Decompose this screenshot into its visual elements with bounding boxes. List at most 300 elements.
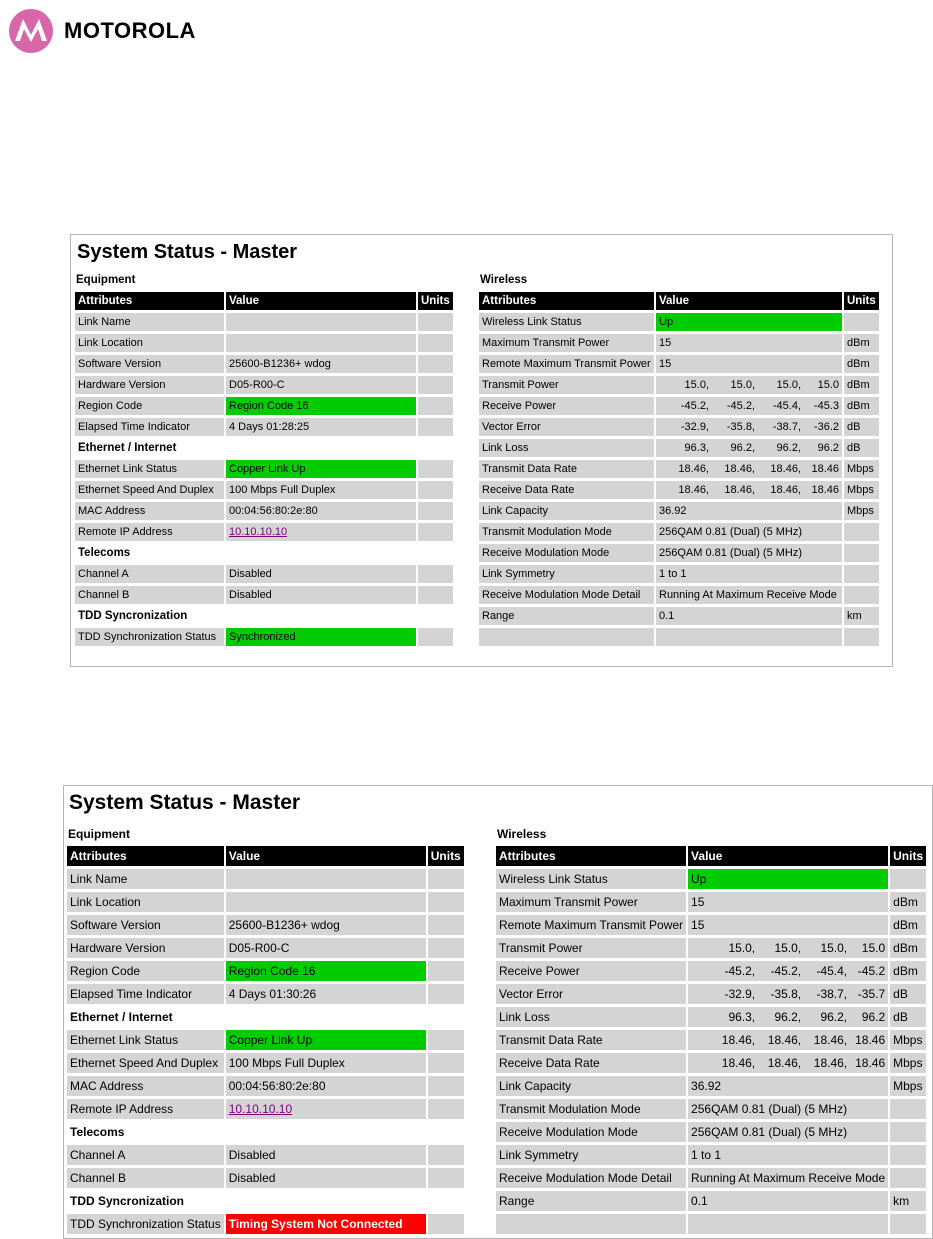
value-cell: [688, 938, 888, 958]
value-quad: [659, 441, 839, 455]
units-cell: [418, 418, 453, 436]
value-part: -45.2,: [726, 400, 755, 412]
table-row: [75, 502, 453, 520]
attribute-cell: Ethernet Speed And Duplex: [75, 481, 224, 499]
table-row: [479, 607, 879, 625]
units-cell: [428, 915, 464, 935]
page-title: System Status - Master: [69, 791, 301, 814]
header-row: [479, 292, 879, 310]
units-cell: Mbps: [890, 1030, 926, 1050]
attribute-cell: Elapsed Time Indicator: [67, 984, 224, 1004]
equipment-section: [73, 271, 468, 649]
attribute-cell: Software Version: [67, 915, 224, 935]
units-cell: dBm: [844, 355, 879, 373]
group-row: [67, 1007, 464, 1027]
value-cell: 256QAM 0.81 (Dual) (5 MHz): [688, 1099, 888, 1119]
attribute-cell: Remote IP Address: [67, 1099, 224, 1119]
table-row: [67, 915, 464, 935]
value-part: 15.0: [817, 379, 839, 391]
attribute-cell: Link Location: [75, 334, 224, 352]
table-row: [479, 355, 879, 373]
value-part: -36.2: [813, 421, 839, 433]
value-cell: 25600-B1236+ wdog: [226, 915, 426, 935]
table-row: [496, 1168, 926, 1188]
table-row: [496, 1214, 926, 1234]
column-header-units: Units: [428, 846, 464, 866]
value-part: -45.2,: [770, 964, 802, 978]
units-cell: [418, 523, 453, 541]
header-row: [67, 846, 464, 866]
attribute-cell: Transmit Power: [496, 938, 686, 958]
units-cell: [844, 586, 879, 604]
value-part: 18.46,: [724, 463, 755, 475]
attribute-cell: MAC Address: [67, 1076, 224, 1096]
table-row: [496, 915, 926, 935]
value-part: 15.0,: [730, 379, 755, 391]
value-quad: [691, 941, 885, 955]
value-part: 15.0,: [820, 941, 848, 955]
value-cell: 15: [656, 355, 842, 373]
attribute-cell: Link Name: [67, 869, 224, 889]
attribute-cell: Receive Data Rate: [496, 1053, 686, 1073]
attribute-cell: Channel A: [75, 565, 224, 583]
value-cell: [226, 892, 426, 912]
value-part: -38.7,: [816, 987, 848, 1001]
units-cell: dBm: [890, 938, 926, 958]
units-cell: [428, 1145, 464, 1165]
units-cell: [890, 1168, 926, 1188]
column-header-attributes: Attributes: [496, 846, 686, 866]
units-cell: Mbps: [844, 502, 879, 520]
units-cell: [428, 1053, 464, 1073]
table-row: [496, 1053, 926, 1073]
units-cell: km: [890, 1191, 926, 1211]
table-row: [75, 565, 453, 583]
value-part: 96.2: [817, 442, 839, 454]
value-cell: [656, 439, 842, 457]
value-part: 18.46,: [813, 1033, 848, 1047]
value-part: 18.46,: [678, 484, 709, 496]
value-part: -45.2,: [680, 400, 709, 412]
attribute-cell: Ethernet Link Status: [75, 460, 224, 478]
units-cell: [890, 1099, 926, 1119]
value-part: 96.3,: [728, 1010, 756, 1024]
value-cell: [688, 1007, 888, 1027]
value-quad: [659, 462, 839, 476]
value-cell: 15: [688, 915, 888, 935]
units-cell: [418, 313, 453, 331]
units-cell: dBm: [890, 892, 926, 912]
value-part: -32.9,: [680, 421, 709, 433]
value-part: 18.46: [855, 1033, 886, 1047]
value-quad: [659, 483, 839, 497]
group-row: [67, 1191, 464, 1211]
value-quad: [691, 987, 885, 1001]
units-cell: [428, 984, 464, 1004]
value-cell: [226, 1099, 426, 1119]
value-cell: Region Code 16: [226, 397, 416, 415]
units-cell: dBm: [844, 376, 879, 394]
value-cell: 0.1: [656, 607, 842, 625]
value-cell: [688, 984, 888, 1004]
attribute-cell: Transmit Modulation Mode: [479, 523, 654, 541]
value-part: 15.0: [861, 941, 886, 955]
group-row: [75, 544, 453, 562]
table-row: [479, 334, 879, 352]
table-row: [67, 892, 464, 912]
value-cell: 100 Mbps Full Duplex: [226, 1053, 426, 1073]
attribute-cell: [496, 1214, 686, 1234]
table-row: [75, 418, 453, 436]
value-cell: Up: [688, 869, 888, 889]
value-cell: 15: [656, 334, 842, 352]
units-cell: [418, 628, 453, 646]
status-panel-1: [70, 234, 893, 667]
units-cell: Mbps: [844, 460, 879, 478]
value-part: 18.46: [855, 1056, 886, 1070]
value-cell: [688, 1214, 888, 1234]
table-row: [67, 961, 464, 981]
table-row: [67, 1053, 464, 1073]
value-cell: 256QAM 0.81 (Dual) (5 MHz): [656, 544, 842, 562]
table-row: [67, 1030, 464, 1050]
motorola-logo: [8, 8, 196, 54]
value-part: -35.7: [857, 987, 886, 1001]
attribute-cell: Remote Maximum Transmit Power: [479, 355, 654, 373]
attribute-cell: Link Loss: [479, 439, 654, 457]
value-part: 18.46,: [767, 1033, 802, 1047]
table-row: [67, 1168, 464, 1188]
table-row: [75, 523, 453, 541]
attribute-cell: TDD Synchronization Status: [67, 1214, 224, 1234]
table-row: [479, 523, 879, 541]
units-cell: [844, 565, 879, 583]
column-header-value: Value: [226, 846, 426, 866]
value-cell: 36.92: [656, 502, 842, 520]
attribute-cell: Maximum Transmit Power: [479, 334, 654, 352]
units-cell: [428, 938, 464, 958]
attribute-cell: Hardware Version: [67, 938, 224, 958]
equipment-section-title: Equipment: [68, 826, 130, 841]
attribute-cell: Receive Modulation Mode Detail: [496, 1168, 686, 1188]
units-cell: [428, 892, 464, 912]
group-title: Telecoms: [67, 1122, 464, 1142]
value-cell: [656, 418, 842, 436]
attribute-cell: Region Code: [75, 397, 224, 415]
units-cell: km: [844, 607, 879, 625]
column-header-units: Units: [844, 292, 879, 310]
value-quad: [691, 1056, 885, 1070]
units-cell: [890, 1122, 926, 1142]
attribute-cell: Vector Error: [479, 418, 654, 436]
value-cell: [688, 1030, 888, 1050]
value-cell: [226, 523, 416, 541]
value-part: 18.46,: [770, 463, 801, 475]
table-row: [75, 628, 453, 646]
table-row: [479, 628, 879, 646]
value-cell: [226, 313, 416, 331]
column-header-units: Units: [418, 292, 453, 310]
attribute-cell: Receive Power: [496, 961, 686, 981]
units-cell: [418, 397, 453, 415]
column-header-value: Value: [688, 846, 888, 866]
value-part: -45.3: [813, 400, 839, 412]
table-row: [479, 418, 879, 436]
attribute-cell: Link Symmetry: [496, 1145, 686, 1165]
header-row: [75, 292, 453, 310]
status-panel-2: [63, 785, 933, 1239]
units-cell: [428, 869, 464, 889]
attribute-cell: Link Capacity: [496, 1076, 686, 1096]
value-part: -38.7,: [772, 421, 801, 433]
table-row: [75, 334, 453, 352]
attribute-cell: [479, 628, 654, 646]
value-cell: 00:04:56:80:2e:80: [226, 502, 416, 520]
value-part: 18.46: [811, 484, 839, 496]
value-part: 96.3,: [684, 442, 709, 454]
value-cell: Copper Link Up: [226, 460, 416, 478]
units-cell: [428, 1076, 464, 1096]
value-cell: [688, 1053, 888, 1073]
value-part: -45.4,: [772, 400, 801, 412]
table-row: [67, 984, 464, 1004]
attribute-cell: Hardware Version: [75, 376, 224, 394]
table-row: [496, 938, 926, 958]
value-cell: Running At Maximum Receive Mode: [656, 586, 842, 604]
value-part: 96.2,: [820, 1010, 848, 1024]
value-cell: [656, 460, 842, 478]
column-header-value: Value: [656, 292, 842, 310]
value-cell: 256QAM 0.81 (Dual) (5 MHz): [688, 1122, 888, 1142]
table-row: [75, 313, 453, 331]
units-cell: dB: [890, 984, 926, 1004]
column-header-units: Units: [890, 846, 926, 866]
column-header-value: Value: [226, 292, 416, 310]
attribute-cell: Transmit Data Rate: [479, 460, 654, 478]
table-row: [496, 1122, 926, 1142]
value-part: 96.2: [861, 1010, 886, 1024]
value-cell: Up: [656, 313, 842, 331]
attribute-cell: Link Symmetry: [479, 565, 654, 583]
value-part: -32.9,: [724, 987, 756, 1001]
value-cell: 36.92: [688, 1076, 888, 1096]
attribute-cell: Wireless Link Status: [479, 313, 654, 331]
value-cell: Copper Link Up: [226, 1030, 426, 1050]
units-cell: [418, 586, 453, 604]
units-cell: dB: [890, 1007, 926, 1027]
attribute-cell: Link Capacity: [479, 502, 654, 520]
value-quad: [691, 1033, 885, 1047]
attribute-cell: Maximum Transmit Power: [496, 892, 686, 912]
attribute-cell: TDD Synchronization Status: [75, 628, 224, 646]
table-row: [479, 376, 879, 394]
value-part: -45.2,: [724, 964, 756, 978]
page-title: System Status - Master: [77, 241, 298, 263]
table-row: [479, 313, 879, 331]
motorola-batwing-icon: [8, 8, 54, 54]
wireless-section-title: Wireless: [480, 274, 528, 286]
units-cell: [428, 1168, 464, 1188]
value-cell: 00:04:56:80:2e:80: [226, 1076, 426, 1096]
table-row: [479, 565, 879, 583]
attribute-cell: Remote Maximum Transmit Power: [496, 915, 686, 935]
table-row: [479, 544, 879, 562]
header-row: [496, 846, 926, 866]
wireless-table: [477, 289, 881, 649]
attribute-cell: Receive Data Rate: [479, 481, 654, 499]
attribute-cell: Channel B: [67, 1168, 224, 1188]
table-row: [67, 1145, 464, 1165]
value-cell: 15: [688, 892, 888, 912]
attribute-cell: Remote IP Address: [75, 523, 224, 541]
attribute-cell: Channel A: [67, 1145, 224, 1165]
table-row: [496, 961, 926, 981]
units-cell: [418, 502, 453, 520]
table-row: [479, 586, 879, 604]
value-cell: D05-R00-C: [226, 938, 426, 958]
units-cell: [844, 523, 879, 541]
attribute-cell: Vector Error: [496, 984, 686, 1004]
equipment-table: [65, 843, 466, 1237]
attribute-cell: Ethernet Link Status: [67, 1030, 224, 1050]
value-part: 18.46,: [678, 463, 709, 475]
value-cell: Running At Maximum Receive Mode: [688, 1168, 888, 1188]
units-cell: dBm: [844, 397, 879, 415]
units-cell: dBm: [890, 915, 926, 935]
value-part: 18.46: [811, 463, 839, 475]
attribute-cell: Channel B: [75, 586, 224, 604]
value-cell: [656, 481, 842, 499]
units-cell: [428, 1030, 464, 1050]
units-cell: Mbps: [890, 1076, 926, 1096]
value-cell: Disabled: [226, 565, 416, 583]
table-row: [75, 586, 453, 604]
table-row: [75, 355, 453, 373]
value-part: 15.0,: [684, 379, 709, 391]
attribute-cell: Range: [496, 1191, 686, 1211]
units-cell: [844, 628, 879, 646]
value-cell: [656, 628, 842, 646]
units-cell: [418, 376, 453, 394]
units-cell: dB: [844, 439, 879, 457]
equipment-section: [65, 824, 490, 1237]
group-title: TDD Syncronization: [67, 1191, 464, 1211]
units-cell: dBm: [844, 334, 879, 352]
value-cell: 4 Days 01:28:25: [226, 418, 416, 436]
units-cell: [418, 355, 453, 373]
value-part: 15.0,: [728, 941, 756, 955]
group-row: [67, 1122, 464, 1142]
table-row: [67, 1099, 464, 1119]
units-cell: [890, 869, 926, 889]
value-part: 96.2,: [730, 442, 755, 454]
group-title: Ethernet / Internet: [75, 439, 453, 457]
table-row: [67, 938, 464, 958]
table-row: [479, 502, 879, 520]
value-cell: [226, 334, 416, 352]
table-row: [496, 892, 926, 912]
value-part: -35.8,: [726, 421, 755, 433]
table-row: [75, 376, 453, 394]
attribute-cell: Receive Modulation Mode: [479, 544, 654, 562]
table-row: [67, 869, 464, 889]
attribute-cell: Link Loss: [496, 1007, 686, 1027]
table-row: [479, 397, 879, 415]
value-quad: [691, 964, 885, 978]
attribute-cell: Elapsed Time Indicator: [75, 418, 224, 436]
value-part: 18.46,: [767, 1056, 802, 1070]
group-title: Telecoms: [75, 544, 453, 562]
attribute-cell: Transmit Modulation Mode: [496, 1099, 686, 1119]
value-cell: 25600-B1236+ wdog: [226, 355, 416, 373]
units-cell: dB: [844, 418, 879, 436]
remote-ip-link[interactable]: 10.10.10.10: [229, 526, 288, 538]
value-cell: Region Code 16: [226, 961, 426, 981]
units-cell: [890, 1145, 926, 1165]
units-cell: [418, 481, 453, 499]
group-row: [75, 439, 453, 457]
attribute-cell: Link Location: [67, 892, 224, 912]
units-cell: [418, 460, 453, 478]
equipment-table: [73, 289, 455, 649]
brand-name: MOTOROLA: [64, 18, 196, 43]
value-cell: 4 Days 01:30:26: [226, 984, 426, 1004]
table-row: [67, 1076, 464, 1096]
value-cell: Disabled: [226, 586, 416, 604]
attribute-cell: Software Version: [75, 355, 224, 373]
value-part: 18.46,: [724, 484, 755, 496]
value-cell: 0.1: [688, 1191, 888, 1211]
value-cell: Synchronized: [226, 628, 416, 646]
group-title: Ethernet / Internet: [67, 1007, 464, 1027]
group-row: [75, 607, 453, 625]
value-cell: D05-R00-C: [226, 376, 416, 394]
table-row: [496, 869, 926, 889]
table-row: [75, 397, 453, 415]
units-cell: [418, 334, 453, 352]
value-part: -45.4,: [816, 964, 848, 978]
table-row: [496, 1030, 926, 1050]
units-cell: [428, 1214, 464, 1234]
remote-ip-link[interactable]: 10.10.10.10: [228, 1102, 293, 1116]
table-row: [75, 460, 453, 478]
wireless-table: [494, 843, 928, 1237]
value-part: -45.2: [857, 964, 886, 978]
value-quad: [691, 1010, 885, 1024]
attribute-cell: Receive Power: [479, 397, 654, 415]
value-part: 15.0,: [774, 941, 802, 955]
value-cell: 1 to 1: [688, 1145, 888, 1165]
wireless-section-title: Wireless: [497, 826, 547, 841]
wireless-section: [477, 271, 891, 649]
attribute-cell: Link Name: [75, 313, 224, 331]
value-cell: 100 Mbps Full Duplex: [226, 481, 416, 499]
value-part: 18.46,: [813, 1056, 848, 1070]
attribute-cell: Range: [479, 607, 654, 625]
attribute-cell: Wireless Link Status: [496, 869, 686, 889]
table-row: [479, 460, 879, 478]
value-cell: [656, 397, 842, 415]
value-part: 18.46,: [721, 1056, 756, 1070]
value-quad: [659, 399, 839, 413]
units-cell: [844, 313, 879, 331]
value-cell: Disabled: [226, 1168, 426, 1188]
units-cell: [428, 961, 464, 981]
units-cell: Mbps: [890, 1053, 926, 1073]
attribute-cell: Ethernet Speed And Duplex: [67, 1053, 224, 1073]
table-row: [496, 1099, 926, 1119]
units-cell: dBm: [890, 961, 926, 981]
